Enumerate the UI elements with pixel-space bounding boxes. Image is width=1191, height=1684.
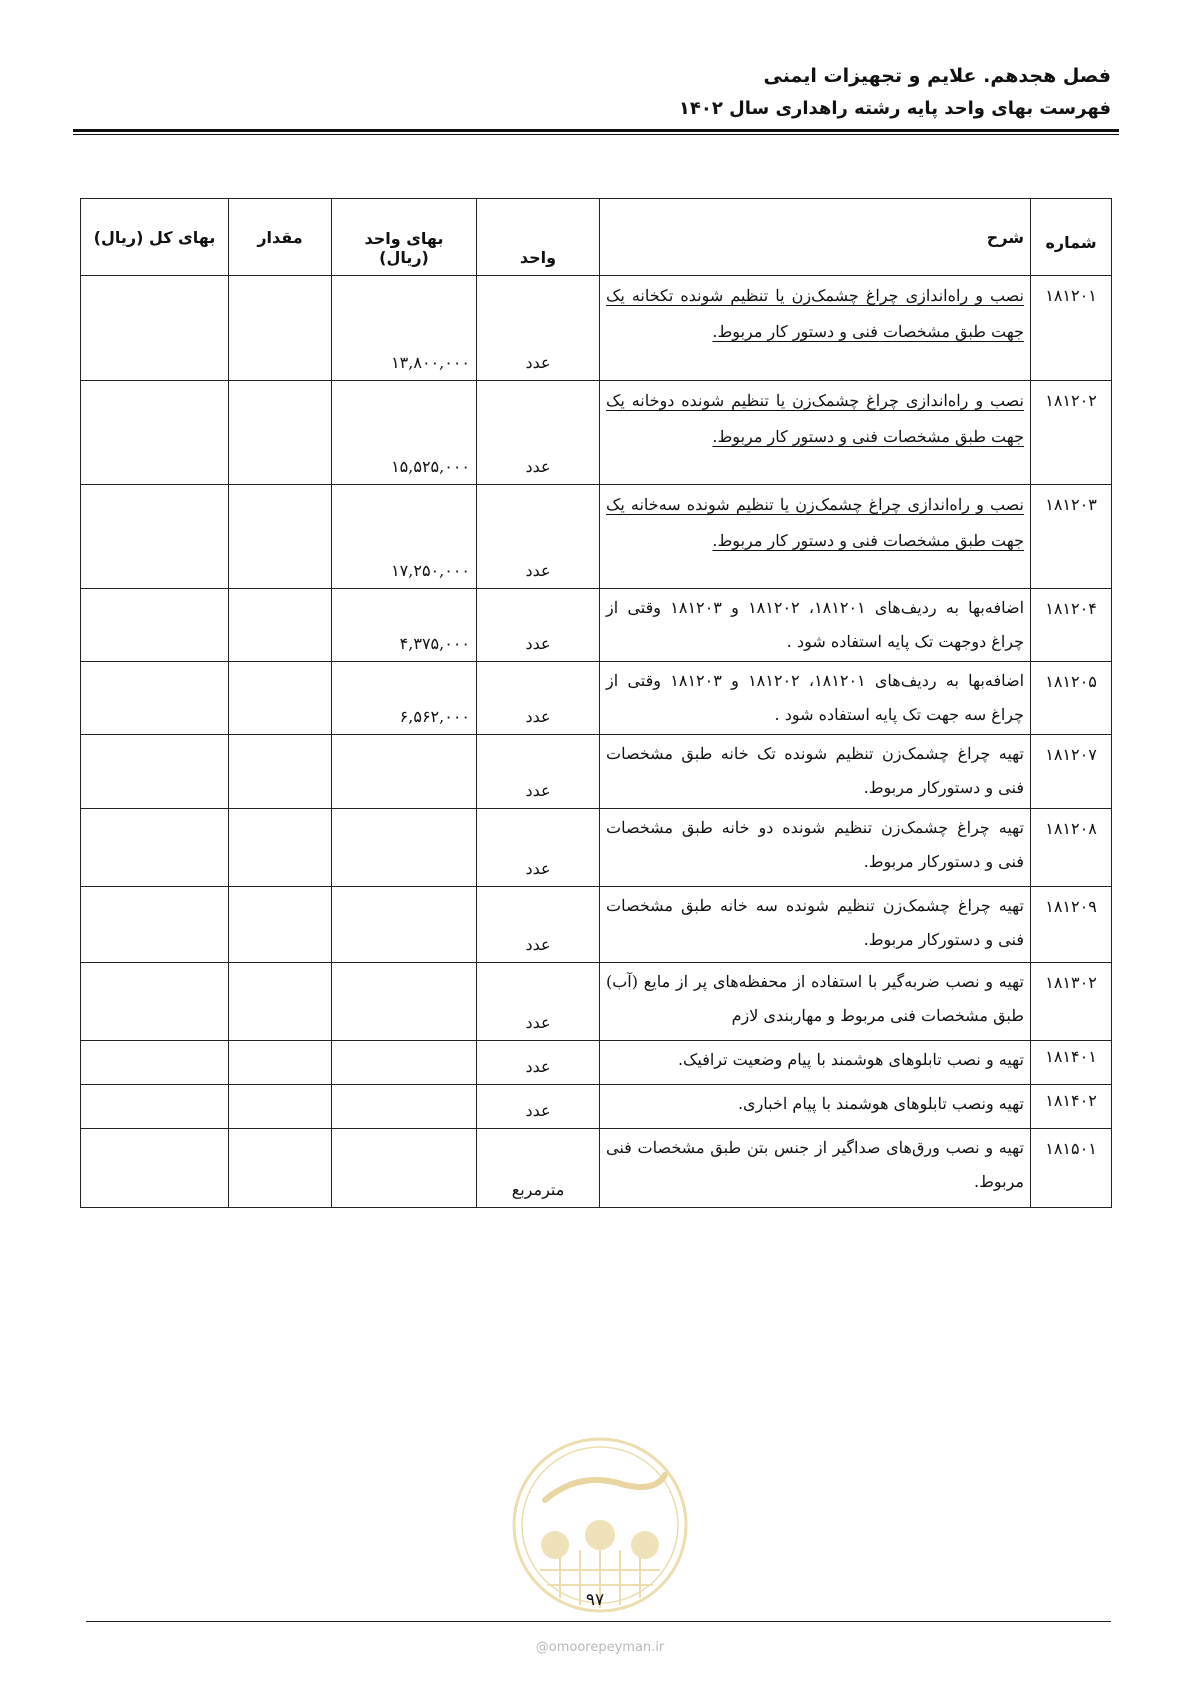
- item-total-price: [81, 1041, 229, 1085]
- item-total-price: [81, 809, 229, 887]
- table-row: [81, 1129, 1112, 1208]
- item-unit: عدد: [477, 735, 600, 809]
- item-description: نصب و راه‌اندازی چراغ چشمک‌زن یا تنظیم شونده تکخانه یک جهت طبق مشخصات فنی و دستور کار مربوط.: [600, 276, 1031, 381]
- item-quantity: [229, 662, 332, 735]
- item-number: ۱۸۱۴۰۱: [1031, 1041, 1112, 1085]
- item-total-price: [81, 485, 229, 589]
- item-total-price: [81, 662, 229, 735]
- item-number: ۱۸۱۲۰۸: [1031, 809, 1112, 887]
- item-description: تهیه و نصب ضربه‌گیر با استفاده از محفظه‌های پر از مایع (آب) طبق مشخصات فنی مربوط و مهاربندی لازم: [600, 963, 1031, 1041]
- item-unit-price: ۱۵,۵۲۵,۰۰۰: [332, 381, 477, 485]
- item-number: ۱۸۱۲۰۱: [1031, 276, 1112, 381]
- item-quantity: [229, 963, 332, 1041]
- item-number: ۱۸۱۳۰۲: [1031, 963, 1112, 1041]
- item-quantity: [229, 1129, 332, 1208]
- item-quantity: [229, 276, 332, 381]
- item-number: ۱۸۱۴۰۲: [1031, 1085, 1112, 1129]
- column-header-number: شماره: [1031, 199, 1112, 276]
- gear-icon: [585, 1520, 615, 1550]
- item-number: ۱۸۱۲۰۷: [1031, 735, 1112, 809]
- item-total-price: [81, 589, 229, 662]
- page-header: [71, 62, 1111, 122]
- item-unit-price: ۴,۳۷۵,۰۰۰: [332, 589, 477, 662]
- item-unit-price: [332, 1041, 477, 1085]
- item-number: ۱۸۱۵۰۱: [1031, 1129, 1112, 1208]
- item-total-price: [81, 1085, 229, 1129]
- list-title: فهرست بهای واحد پایه رشته راهداری سال ۱۴۰۲: [678, 98, 1111, 119]
- table-row: [81, 1085, 1112, 1129]
- item-number: ۱۸۱۲۰۹: [1031, 887, 1112, 963]
- table-row: [81, 662, 1112, 735]
- item-unit: عدد: [477, 589, 600, 662]
- item-quantity: [229, 589, 332, 662]
- item-unit-price: [332, 735, 477, 809]
- item-quantity: [229, 485, 332, 589]
- table-row: [81, 276, 1112, 381]
- item-quantity: [229, 1085, 332, 1129]
- item-description: اضافه‌بها به ردیف‌های ۱۸۱۲۰۱، ۱۸۱۲۰۲ و ۱۸۱۲۰۳ وقتی از چراغ دوجهت تک پایه استفاده شود .: [600, 589, 1031, 662]
- item-unit: عدد: [477, 485, 600, 589]
- table-header-row: [81, 199, 1112, 276]
- item-description: تهیه چراغ چشمک‌زن تنظیم شونده سه خانه طبق مشخصات فنی و دستورکار مربوط.: [600, 887, 1031, 963]
- item-total-price: [81, 1129, 229, 1208]
- item-unit-price: [332, 1129, 477, 1208]
- column-header-quantity: مقدار: [229, 199, 332, 276]
- column-header-unit: واحد: [477, 199, 600, 276]
- item-number: ۱۸۱۲۰۲: [1031, 381, 1112, 485]
- item-quantity: [229, 887, 332, 963]
- table-row: [81, 735, 1112, 809]
- item-number: ۱۸۱۲۰۳: [1031, 485, 1112, 589]
- item-unit: عدد: [477, 276, 600, 381]
- item-total-price: [81, 276, 229, 381]
- item-number: ۱۸۱۲۰۴: [1031, 589, 1112, 662]
- table-row: [81, 809, 1112, 887]
- item-description: تهیه چراغ چشمک‌زن تنظیم شونده تک خانه طبق مشخصات فنی و دستورکار مربوط.: [600, 735, 1031, 809]
- item-description: اضافه‌بها به ردیف‌های ۱۸۱۲۰۱، ۱۸۱۲۰۲ و ۱۸۱۲۰۳ وقتی از چراغ سه جهت تک پایه استفاده شود .: [600, 662, 1031, 735]
- footer-rule: [86, 1621, 1111, 1622]
- table-row: [81, 381, 1112, 485]
- gear-icon: [631, 1531, 659, 1559]
- item-description: نصب و راه‌اندازی چراغ چشمک‌زن یا تنظیم شونده دوخانه یک جهت طبق مشخصات فنی و دستور کار مربوط.: [600, 381, 1031, 485]
- price-list-table: [80, 198, 1112, 1208]
- item-total-price: [81, 963, 229, 1041]
- item-quantity: [229, 1041, 332, 1085]
- item-quantity: [229, 735, 332, 809]
- item-unit: عدد: [477, 887, 600, 963]
- item-total-price: [81, 381, 229, 485]
- column-header-description: شرح: [600, 199, 1031, 276]
- table-row: [81, 485, 1112, 589]
- item-unit-price: [332, 887, 477, 963]
- gear-icon: [541, 1531, 569, 1559]
- header-rule-thin: [73, 134, 1119, 135]
- item-unit: عدد: [477, 963, 600, 1041]
- item-description: تهیه چراغ چشمک‌زن تنظیم شونده دو خانه طبق مشخصات فنی و دستورکار مربوط.: [600, 809, 1031, 887]
- item-unit: عدد: [477, 809, 600, 887]
- table-row: [81, 887, 1112, 963]
- item-quantity: [229, 381, 332, 485]
- item-description: تهیه و نصب ورق‌های صداگیر از جنس بتن طبق مشخصات فنی مربوط.: [600, 1129, 1031, 1208]
- item-unit: عدد: [477, 662, 600, 735]
- item-total-price: [81, 887, 229, 963]
- item-unit-price: ۶,۵۶۲,۰۰۰: [332, 662, 477, 735]
- table-row: [81, 963, 1112, 1041]
- item-total-price: [81, 735, 229, 809]
- item-unit: عدد: [477, 1041, 600, 1085]
- item-unit: مترمربع: [477, 1129, 600, 1208]
- page-number: ۹۷: [585, 1590, 605, 1610]
- footer-website[interactable]: @omoorepeyman.ir: [535, 1640, 665, 1655]
- column-header-total-price: بهای کل (ریال): [81, 199, 229, 276]
- item-description: نصب و راه‌اندازی چراغ چشمک‌زن یا تنظیم شونده سه‌خانه یک جهت طبق مشخصات فنی و دستور کار مربوط.: [600, 485, 1031, 589]
- item-unit-price: ۱۳,۸۰۰,۰۰۰: [332, 276, 477, 381]
- item-unit-price: [332, 963, 477, 1041]
- item-description: تهیه ونصب تابلوهای هوشمند با پیام اخباری.: [600, 1085, 1031, 1129]
- chapter-title: فصل هجدهم. علایم و تجهیزات ایمنی: [763, 65, 1111, 87]
- column-header-unit-price: بهای واحد (ریال): [332, 199, 477, 276]
- item-unit: عدد: [477, 381, 600, 485]
- item-quantity: [229, 809, 332, 887]
- item-unit-price: [332, 809, 477, 887]
- item-unit-price: ۱۷,۲۵۰,۰۰۰: [332, 485, 477, 589]
- watermark-calligraphy: [545, 1475, 665, 1500]
- table-row: [81, 589, 1112, 662]
- header-rule-thick: [73, 129, 1119, 132]
- item-unit-price: [332, 1085, 477, 1129]
- item-unit: عدد: [477, 1085, 600, 1129]
- item-number: ۱۸۱۲۰۵: [1031, 662, 1112, 735]
- table-row: [81, 1041, 1112, 1085]
- item-description: تهیه و نصب تابلوهای هوشمند با پیام وضعیت ترافیک.: [600, 1041, 1031, 1085]
